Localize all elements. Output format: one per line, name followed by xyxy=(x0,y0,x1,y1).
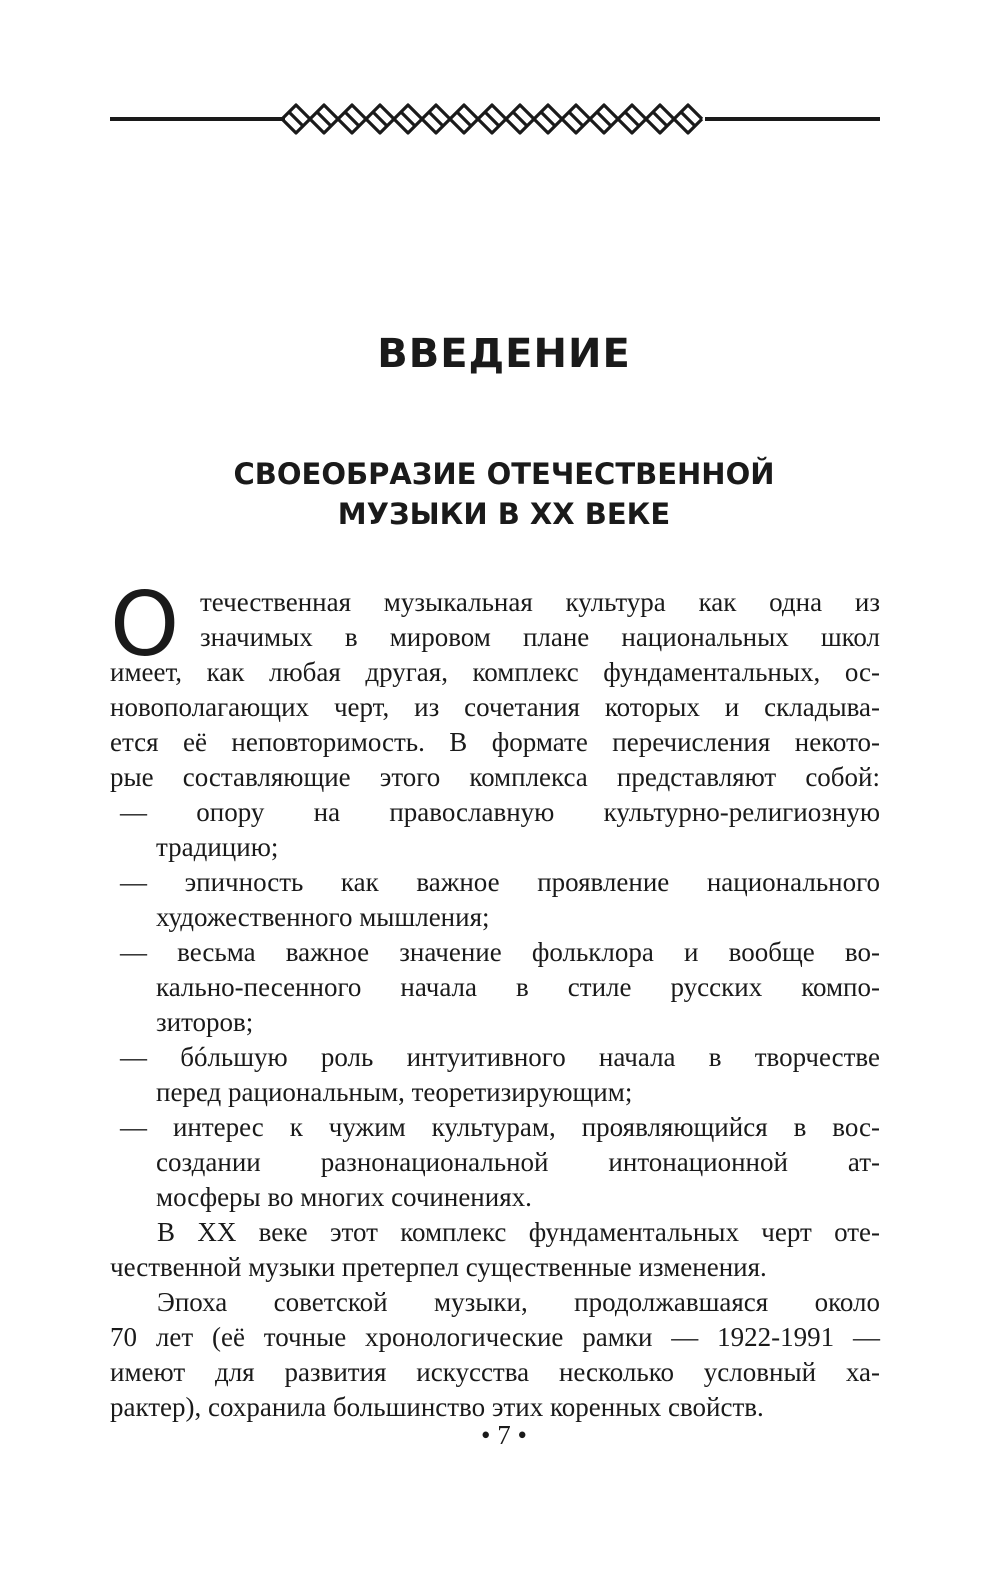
bullet-item-line: — весьма важное значение фольклора и вообще во- xyxy=(120,937,880,967)
text-line: течественная музыкальная культура как одна из xyxy=(200,587,880,617)
drop-cap: О xyxy=(110,573,180,676)
bullet-item-line: мосферы во многих сочинениях. xyxy=(156,1182,532,1212)
text-line: чественной музыки претерпел существенные изменения. xyxy=(110,1252,767,1282)
text-line: новополагающих черт, из сочетания которых и складыва- xyxy=(110,692,880,722)
bullet-item-line: кально-песенного начала в стиле русских компо- xyxy=(156,972,880,1002)
text-line: значимых в мировом плане национальных школ xyxy=(200,622,880,652)
text-line: имеют для развития искусства несколько условный ха- xyxy=(110,1357,880,1387)
decorative-ornament xyxy=(110,98,880,140)
bullet-item-line: — интерес к чужим культурам, проявляющийся в вос- xyxy=(120,1112,880,1142)
bullet-item-line: перед рациональным, теоретизирующим; xyxy=(156,1077,633,1107)
text-line: имеет, как любая другая, комплекс фундаментальных, ос- xyxy=(110,657,880,687)
page-number: • 7 • xyxy=(481,1420,527,1450)
text-line: ется её неповторимость. В формате перечисления некото- xyxy=(110,727,880,757)
text-line: Эпоха советской музыки, продолжавшаяся около xyxy=(157,1287,880,1317)
chapter-title: ВВЕДЕНИЕ xyxy=(377,331,631,377)
body-text xyxy=(110,573,880,1425)
bullet-item-line: создании разнонациональной интонационной ат- xyxy=(156,1147,880,1177)
bullet-item-line: зиторов; xyxy=(156,1007,254,1037)
bullet-item-line: художественного мышления; xyxy=(156,902,490,932)
bullet-item-line: — эпичность как важное проявление национального xyxy=(120,867,880,897)
bullet-item-line: — опору на православную культурно-религиозную xyxy=(120,797,880,827)
section-title-line: СВОЕОБРАЗИЕ ОТЕЧЕСТВЕННОЙ xyxy=(233,457,775,491)
text-line: В XX веке этот комплекс фундаментальных черт оте- xyxy=(157,1217,880,1247)
bullet-item-line: традицию; xyxy=(156,832,279,862)
section-title xyxy=(0,454,1008,534)
text-line: рые составляющие этого комплекса представляют собой: xyxy=(110,762,880,792)
section-title-line: МУЗЫКИ В XX ВЕКЕ xyxy=(337,497,671,531)
bullet-item-line: — бóльшую роль интуитивного начала в творчестве xyxy=(120,1042,880,1072)
text-line: рактер), сохранила большинство этих коренных свойств. xyxy=(110,1392,764,1422)
text-line: 70 лет (её точные хронологические рамки — 1922-1991 — xyxy=(110,1322,880,1352)
